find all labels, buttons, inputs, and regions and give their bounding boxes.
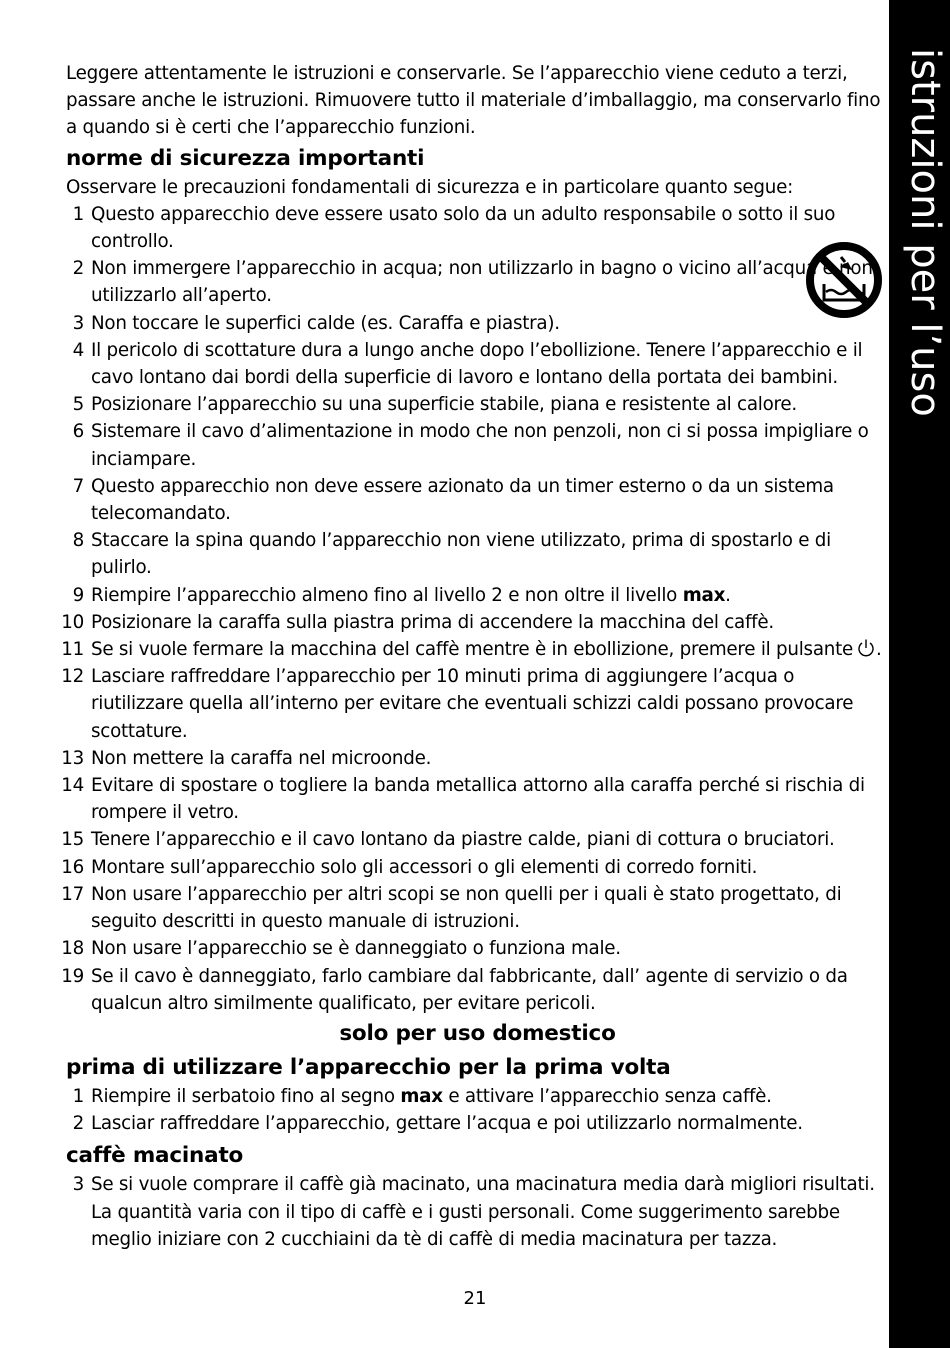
list-item [61, 963, 889, 1017]
item-text: Tenere l’apparecchio e il cavo lontano da piastre calde, piani di cottura o bruciatori. [91, 829, 835, 851]
list-item [61, 663, 889, 745]
item-number: 4 [72, 339, 84, 361]
item-text: Non mettere la caraffa nel microonde. [91, 747, 432, 769]
list-item [66, 310, 889, 337]
item-text: Staccare la spina quando l’apparecchio non viene utilizzato, prima di spostarlo e di pulirlo. [91, 530, 831, 579]
list-item [61, 826, 889, 853]
item-text: Questo apparecchio non deve essere azionato da un timer esterno o da un sistema telecomandato. [91, 475, 834, 525]
safety-list [61, 201, 889, 1017]
item-number: 2 [72, 258, 84, 280]
item-number: 16 [61, 856, 84, 878]
item-text: Evitare di spostare o togliere la banda metallica attorno alla caraffa perché si rischia di rompere il vetro. [91, 775, 865, 824]
item-text: Posizionare l’apparecchio su una superficie stabile, piana e resistente al calore. [91, 394, 797, 416]
item-text: Non usare l’apparecchio per altri scopi se non quelli per i quali è stato progettato, di seguito descritti in questo manuale di istruzioni. [91, 883, 842, 933]
item-number: 2 [72, 1113, 84, 1135]
list-item [61, 772, 889, 826]
item-text: Riempire l’apparecchio almeno fino al livello 2 e non oltre il livello [91, 584, 683, 606]
item-number: 8 [72, 530, 84, 552]
item-number: 1 [72, 1085, 84, 1107]
item-emphasis: max [682, 584, 726, 606]
item-number: 1 [72, 203, 84, 225]
first-use-heading: prima di utilizzare l’apparecchio per la prima volta [66, 1054, 671, 1080]
item-text: Lasciar raffreddare l’apparecchio, gettare l’acqua e poi utilizzarlo normalmente. [91, 1113, 803, 1135]
item-number: 11 [61, 639, 84, 661]
item-text: Sistemare il cavo d’alimentazione in modo che non penzoli, non ci si possa impigliare o inciampare. [91, 421, 869, 470]
item-text: Non usare l’apparecchio se è danneggiato o funziona male. [91, 938, 621, 960]
item-number: 19 [61, 965, 84, 987]
list-item [66, 582, 889, 609]
item-number: 3 [72, 1174, 84, 1196]
item-number: 5 [72, 394, 84, 416]
item-number: 13 [61, 747, 84, 769]
intro-paragraph: Leggere attentamente le istruzioni e conservarle. Se l’apparecchio viene ceduto a terzi, passare anche le istruzioni. Rimuovere tutto il materiale d’imballaggio, ma conservarlo fino a quando si è certi che l’apparecchio funzioni. [66, 63, 881, 139]
item-text: Questo apparecchio deve essere usato solo da un adulto responsabile o sotto il suo controllo. [91, 203, 836, 253]
item-text: Posizionare la caraffa sulla piastra prima di accendere la macchina del caffè. [91, 611, 774, 633]
item-number: 6 [72, 421, 84, 443]
item-text: Non toccare le superfici calde (es. Caraffa e piastra). [91, 312, 560, 334]
item-text-end: e attivare l’apparecchio senza caffè. [442, 1085, 772, 1107]
list-item [66, 201, 889, 255]
item-number: 14 [61, 775, 84, 797]
item-text-end: . [876, 639, 882, 661]
item-number: 17 [61, 883, 84, 905]
item-text: Montare sull’apparecchio solo gli accessori o gli elementi di corredo forniti. [91, 856, 758, 878]
item-number: 9 [72, 584, 84, 606]
item-text: Se si vuole fermare la macchina del caffè mentre è in ebollizione, premere il pulsante [91, 639, 854, 661]
item-text: Riempire il serbatoio fino al segno [91, 1085, 401, 1107]
list-item [61, 609, 889, 636]
list-item [61, 636, 889, 663]
list-item [66, 337, 889, 391]
item-text: Se si vuole comprare il caffè già macinato, una macinatura media darà migliori risultati. La quantità varia con il tipo di caffè e i gusti personali. Come suggerimento sarebbe meglio iniziare con 2 cucchiaini da tè di caffè di media macinatura per tazza. [91, 1174, 875, 1250]
item-text-end: . [725, 584, 731, 606]
list-item [66, 255, 889, 309]
item-number: 15 [61, 829, 84, 851]
item-number: 3 [72, 312, 84, 334]
ground-coffee-list [66, 1171, 889, 1253]
item-text: Se il cavo è danneggiato, farlo cambiare dal fabbricante, dall’ agente di servizio o da qualcun altro similmente qualificato, per evitare pericoli. [91, 965, 848, 1014]
item-text: Lasciare raffreddare l’apparecchio per 10 minuti prima di aggiungere l’acqua o riutilizzare quella all’interno per evitare che eventuali schizzi caldi possano provocare scottature. [91, 666, 854, 742]
list-item [66, 527, 889, 581]
list-item [61, 881, 889, 935]
page-content [61, 60, 889, 1253]
list-item [66, 1083, 889, 1110]
item-text: Il pericolo di scottature dura a lungo anche dopo l’ebollizione. Tenere l’apparecchio e il cavo lontano dai bordi della superficie di lavoro e lontano della portata dei bambini. [91, 339, 863, 389]
item-number: 10 [61, 611, 84, 633]
ground-coffee-heading: caffè macinato [66, 1143, 244, 1169]
safety-lead: Osservare le precauzioni fondamentali di sicurezza e in particolare quanto segue: [66, 176, 794, 198]
list-item [66, 1171, 889, 1253]
list-item [66, 473, 889, 527]
sidebar-title: istruzioni per l’uso [902, 48, 948, 417]
page-number: 21 [463, 1288, 487, 1309]
list-item [66, 391, 889, 418]
first-use-list [66, 1083, 889, 1137]
item-number: 18 [61, 938, 84, 960]
power-icon [856, 638, 876, 658]
list-item [61, 745, 889, 772]
safety-heading: norme di sicurezza importanti [66, 145, 425, 171]
list-item [61, 935, 889, 962]
item-text: Non immergere l’apparecchio in acqua; non utilizzarlo in bagno o vicino all’acqua e non utilizzarlo all’aperto. [91, 258, 873, 307]
domestic-use-heading: solo per uso domestico [339, 1020, 616, 1046]
list-item [66, 418, 889, 472]
item-number: 7 [72, 475, 84, 497]
item-emphasis: max [400, 1085, 443, 1107]
list-item [66, 1110, 889, 1137]
item-number: 12 [61, 666, 84, 688]
list-item [61, 854, 889, 881]
